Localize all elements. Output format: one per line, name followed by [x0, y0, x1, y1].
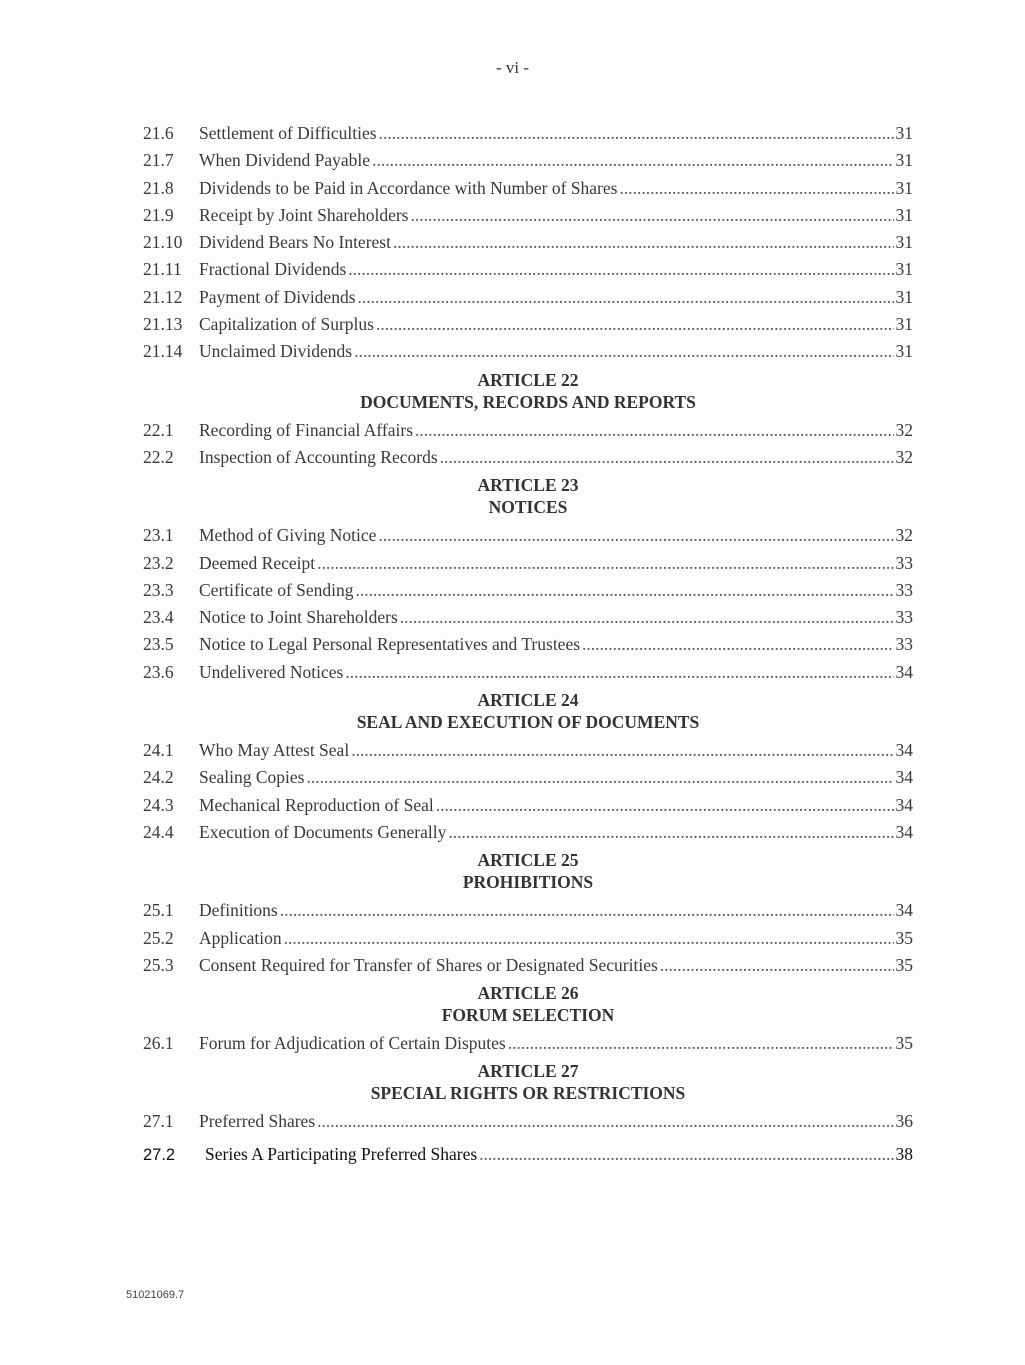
toc-entry: [143, 417, 913, 444]
page-ref: 32: [895, 419, 913, 440]
section-number: 22.2: [143, 446, 174, 467]
dot-leader: [306, 764, 893, 791]
page-ref: 31: [895, 177, 913, 198]
dot-leader: [393, 229, 894, 256]
page-ref: 31: [895, 341, 913, 362]
section-title: Method of Giving Notice: [199, 525, 377, 546]
toc-entry: [143, 764, 913, 791]
dot-leader: [372, 147, 893, 174]
article-heading: [143, 846, 913, 897]
section-number: 26.1: [143, 1033, 174, 1054]
toc-entry: [143, 1141, 913, 1168]
page-ref: 35: [895, 927, 913, 948]
toc-entry: [143, 202, 913, 229]
section-title: Recording of Financial Affairs: [199, 419, 413, 440]
document-id: 51021069.7: [126, 1289, 185, 1301]
toc-entry: [143, 256, 913, 283]
page-ref: 33: [895, 607, 913, 628]
page-ref: 33: [895, 579, 913, 600]
page-ref: 34: [895, 794, 913, 815]
dot-leader: [317, 550, 893, 577]
toc-entry: [143, 925, 913, 952]
article-heading: [143, 1057, 913, 1108]
section-title: Notice to Joint Shareholders: [199, 607, 398, 628]
toc-entry: [143, 819, 913, 846]
page-ref: 36: [895, 1111, 913, 1132]
section-title: Forum for Adjudication of Certain Disputes: [199, 1033, 506, 1054]
dot-leader: [379, 120, 894, 147]
dot-leader: [660, 952, 894, 979]
article-number: ARTICLE 26: [477, 983, 579, 1004]
page-ref: 35: [895, 954, 913, 975]
section-title: When Dividend Payable: [199, 150, 371, 171]
page-ref: 35: [895, 1033, 913, 1054]
toc-entry: [143, 1108, 913, 1135]
toc-entry: [143, 737, 913, 764]
dot-leader: [436, 792, 894, 819]
section-title: Preferred Shares: [199, 1111, 316, 1132]
section-title: Capitalization of Surplus: [199, 314, 374, 335]
dot-leader: [410, 202, 893, 229]
section-number: 23.2: [143, 552, 174, 573]
toc-entry: [143, 1030, 913, 1057]
page-ref: 34: [895, 767, 913, 788]
section-number: 23.3: [143, 579, 174, 600]
section-number: 24.2: [143, 767, 174, 788]
toc-entry: [143, 522, 913, 549]
toc-entry: [143, 120, 913, 147]
page-ref: 38: [895, 1143, 913, 1164]
section-title: Certificate of Sending: [199, 579, 354, 600]
page-ref: 31: [895, 150, 913, 171]
section-number: 21.9: [143, 204, 174, 225]
section-number: 21.10: [143, 232, 183, 253]
section-number: 21.6: [143, 123, 174, 143]
section-number: 21.13: [143, 314, 183, 335]
section-title: Sealing Copies: [199, 767, 305, 788]
article-heading: [143, 471, 913, 522]
section-title: Notice to Legal Personal Representatives and Trustees: [199, 634, 581, 655]
toc-entry: [143, 952, 913, 979]
article-number: ARTICLE 25: [477, 850, 579, 871]
section-number: 25.2: [143, 927, 174, 948]
article-heading: [143, 686, 913, 737]
dot-leader: [582, 631, 893, 658]
toc-entry: [143, 577, 913, 604]
article-number: ARTICLE 27: [477, 1061, 579, 1082]
toc-entry: [143, 175, 913, 202]
section-number: 21.12: [143, 286, 183, 307]
section-title: Who May Attest Seal: [199, 740, 350, 761]
table-of-contents: [143, 120, 913, 1168]
section-number: 21.11: [143, 259, 182, 280]
toc-entry: [143, 550, 913, 577]
toc-entry: [143, 897, 913, 924]
dot-leader: [415, 417, 894, 444]
article-title: DOCUMENTS, RECORDS AND REPORTS: [360, 391, 696, 412]
section-title: Payment of Dividends: [199, 286, 356, 307]
dot-leader: [378, 522, 893, 549]
dot-leader: [356, 577, 894, 604]
page-ref: 33: [895, 634, 913, 655]
dot-leader: [619, 175, 893, 202]
section-title: Dividend Bears No Interest: [199, 232, 391, 253]
toc-entry: [143, 792, 913, 819]
article-heading: [143, 366, 913, 417]
section-number: 23.4: [143, 607, 174, 628]
page-ref: 31: [895, 232, 913, 253]
toc-entry: [143, 631, 913, 658]
section-title: Execution of Documents Generally: [199, 821, 447, 842]
page-ref: 34: [895, 900, 913, 921]
section-title: Series A Participating Preferred Shares: [205, 1143, 478, 1164]
section-number: 23.5: [143, 634, 174, 655]
page-ref: 32: [895, 446, 913, 467]
dot-leader: [440, 444, 894, 471]
toc-entry: [143, 604, 913, 631]
page-ref: 34: [895, 740, 913, 761]
article-number: ARTICLE 23: [477, 475, 579, 496]
section-number: 23.1: [143, 525, 174, 546]
section-title: Unclaimed Dividends: [199, 341, 353, 362]
toc-entry: [143, 444, 913, 471]
toc-entry: [143, 659, 913, 686]
page-ref: 34: [895, 661, 913, 682]
article-title: SPECIAL RIGHTS OR RESTRICTIONS: [370, 1083, 686, 1104]
section-number: 22.1: [143, 419, 174, 440]
toc-entry: [143, 147, 913, 174]
page-ref: 32: [895, 525, 913, 546]
article-title: PROHIBITIONS: [462, 872, 594, 893]
section-number: 21.7: [143, 150, 174, 171]
toc-entry: [143, 311, 913, 338]
article-number: ARTICLE 22: [477, 369, 579, 390]
section-title: Dividends to be Paid in Accordance with Number of Shares: [199, 177, 618, 198]
section-title: Receipt by Joint Shareholders: [199, 204, 409, 225]
dot-leader: [400, 604, 894, 631]
dot-leader: [479, 1141, 893, 1168]
dot-leader: [376, 311, 894, 338]
toc-entry: [143, 229, 913, 256]
page-ref: 31: [895, 259, 913, 280]
section-title: Deemed Receipt: [199, 552, 316, 573]
section-number: 24.3: [143, 794, 174, 815]
dot-leader: [284, 925, 894, 952]
article-heading: [143, 979, 913, 1030]
section-number: 25.3: [143, 954, 174, 975]
page-ref: 31: [895, 123, 913, 143]
dot-leader: [351, 737, 893, 764]
section-title: Consent Required for Transfer of Shares or Designated Securities: [199, 954, 658, 975]
page-ref: 31: [895, 314, 913, 335]
dot-leader: [348, 256, 893, 283]
article-title: FORUM SELECTION: [441, 1005, 615, 1026]
dot-leader: [317, 1108, 893, 1135]
toc-entry: [143, 338, 913, 365]
page-number: - vi -: [495, 58, 530, 77]
section-number: 27.1: [143, 1111, 174, 1132]
page-ref: 34: [895, 821, 913, 842]
toc-entry: [143, 284, 913, 311]
section-number: 24.1: [143, 740, 174, 761]
section-title: Inspection of Accounting Records: [199, 446, 438, 467]
section-title: Fractional Dividends: [199, 259, 347, 280]
dot-leader: [280, 897, 894, 924]
section-title: Application: [199, 927, 282, 948]
page-ref: 31: [895, 286, 913, 307]
dot-leader: [508, 1030, 894, 1057]
section-number: 21.14: [143, 341, 183, 362]
dot-leader: [345, 659, 893, 686]
dot-leader: [354, 338, 893, 365]
article-title: NOTICES: [488, 497, 568, 518]
section-title: Mechanical Reproduction of Seal: [199, 794, 434, 815]
section-number: 27.2: [143, 1145, 176, 1164]
section-title: Undelivered Notices: [199, 661, 344, 682]
page-ref: 33: [895, 552, 913, 573]
section-number: 21.8: [143, 177, 174, 198]
section-number: 24.4: [143, 821, 174, 842]
section-title: Definitions: [199, 900, 278, 921]
page-ref: 31: [895, 204, 913, 225]
section-title: Settlement of Difficulties: [199, 123, 377, 143]
section-number: 25.1: [143, 900, 174, 921]
article-title: SEAL AND EXECUTION OF DOCUMENTS: [356, 712, 700, 733]
dot-leader: [448, 819, 893, 846]
section-number: 23.6: [143, 661, 174, 682]
dot-leader: [358, 284, 894, 311]
article-number: ARTICLE 24: [477, 690, 579, 711]
